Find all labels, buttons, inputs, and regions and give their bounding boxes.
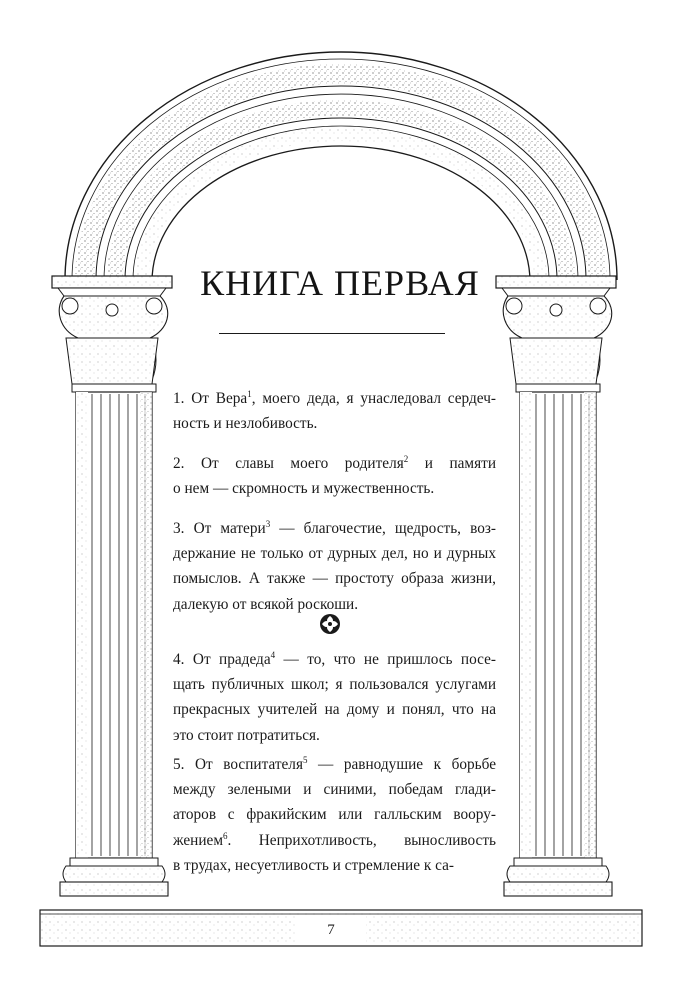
text-segment: далекую от всякой роскоши.	[173, 595, 359, 613]
text-segment: 4. От прадеда	[173, 651, 271, 668]
paragraph-5	[173, 752, 496, 878]
text-segment: жением	[173, 831, 223, 849]
text-segment: о нем — скромность и мужественность.	[173, 480, 435, 498]
text-line	[173, 566, 496, 591]
archivolt	[65, 52, 617, 282]
text-segment: и памяти	[408, 455, 497, 472]
footnote-marker: 1	[247, 389, 252, 399]
text-line	[173, 853, 496, 878]
text-segment: держание не только от дурных дел, но и дурных	[173, 545, 496, 563]
text-segment: 1. От Вера	[173, 390, 248, 407]
text-line	[173, 828, 496, 853]
text-segment: 3. От матери	[173, 520, 266, 537]
text-line	[173, 516, 496, 541]
title-divider	[219, 333, 445, 334]
text-segment: аторов с фракийским или галльским воору-	[173, 806, 496, 824]
text-line	[173, 723, 496, 748]
text-segment: . Неприхотливость, выносливость	[227, 831, 496, 849]
text-segment: 2. От славы моего родителя	[173, 455, 404, 472]
text-segment: — благочестие, щедрость, воз-	[270, 520, 496, 537]
page-number: 7	[327, 922, 335, 938]
text-line	[173, 541, 496, 566]
paragraph-1	[173, 386, 496, 436]
text-line	[173, 476, 496, 501]
text-line	[173, 451, 496, 476]
right-column	[496, 276, 616, 896]
text-line	[173, 672, 496, 697]
text-segment: прекрасных учителей на дому и понял, что на	[173, 701, 496, 719]
text-line	[173, 777, 496, 802]
chapter-title: КНИГА ПЕРВАЯ	[200, 263, 480, 303]
paragraph-4	[173, 647, 496, 748]
text-line	[173, 697, 496, 722]
text-segment: помыслов. А также — простоту образа жизни,	[173, 570, 496, 588]
text-segment: между зелеными и синими, победам глади-	[173, 781, 496, 799]
footnote-marker: 6	[223, 830, 228, 841]
paragraph-3	[173, 516, 496, 617]
text-segment: — то, что не пришлось посе-	[275, 651, 497, 668]
swirl-ornament-icon	[319, 613, 341, 635]
text-line	[173, 411, 496, 436]
text-segment: в трудах, несуетливость и стремление к са-	[173, 856, 454, 874]
footnote-marker: 3	[265, 519, 271, 529]
footnote-marker: 4	[270, 650, 276, 660]
paragraph-2	[173, 451, 496, 501]
left-column	[52, 276, 172, 896]
text-line	[173, 386, 496, 411]
text-segment: , моего деда, я унаследовал сердеч-	[251, 390, 496, 407]
text-segment: — равнодушие к борьбе	[307, 756, 496, 773]
text-line	[173, 752, 496, 777]
text-line	[173, 647, 496, 672]
footnote-marker: 2	[403, 454, 409, 464]
text-segment: ность и незлобивость.	[173, 415, 318, 433]
text-segment: 5. От воспитателя	[173, 756, 303, 773]
text-segment: щать публичных школ; я пользовался услугами	[173, 676, 496, 694]
text-line	[173, 802, 496, 827]
footnote-marker: 5	[302, 755, 308, 765]
text-segment: это стоит потратиться.	[173, 726, 320, 744]
